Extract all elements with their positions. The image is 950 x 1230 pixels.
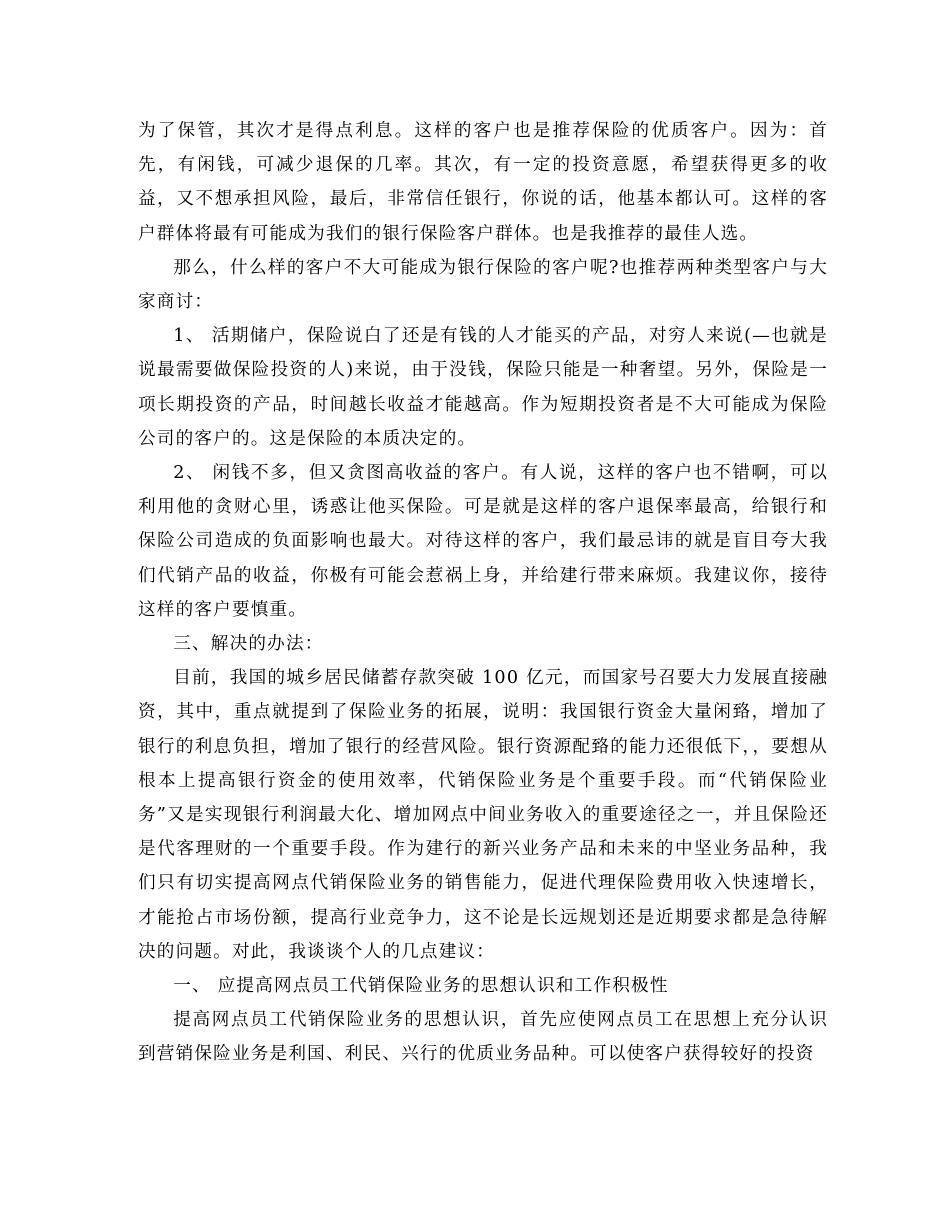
section-heading-solutions: 三、解决的办法： <box>173 634 324 655</box>
paragraph-item-2: 2、 闲钱不多，但又贪图高收益的客户。有人说，这样的客户也不错啊，可以利用他的贪财心里，诱惑让他买保险。可是就是这样的客户退保率最高，给银行和保险公司造成的负面影响也最大。对待这样的客户，我们最忌讳的就是盲目夸大我们代销产品的收益，你极有可能会惹祸上身，并给建行带来麻烦。我建议你，接待这样的客户要慎重。 <box>138 463 828 620</box>
paragraph-current-situation: 目前，我国的城乡居民储蓄存款突破 100 亿元，而国家号召要大力发展直接融资，其中，重点就提到了保险业务的拓展，说明：我国银行资金大量闲臵，增加了银行的利息负担，增加了银行的经营风险。银行资源配臵的能力还很低下，，要想从根本上提高银行资金的使用效率，代销保险业务是个重要手段。而“代销保险业务”又是实现银行利润最大化、增加网点中间业务收入的重要途径之一，并且保险还是代客理财的一个重要手段。作为建行的新兴业务产品和未来的中坚业务品种，我们只有切实提高网点代销保险业务的销售能力，促进代理保险费用收入快速增长，才能抢占市场份额，提高行业竞争力，这不论是长远规划还是近期要求都是急待解决的问题。对此，我谈谈个人的几点建议： <box>138 668 828 962</box>
subheading-point-1: 一、 应提高网点员工代销保险业务的思想认识和工作积极性 <box>173 976 669 997</box>
paragraph-point-1-body: 提高网点员工代销保险业务的思想认识，首先应使网点员工在思想上充分认识到营销保险业务是利国、利民、兴行的优质业务品种。可以使客户获得较好的投资 <box>138 1010 828 1065</box>
paragraph-item-1: 1、 活期储户，保险说白了还是有钱的人才能买的产品，对穷人来说(—也就是说最需要做保险投资的人)来说，由于没钱，保险只能是一种奢望。另外，保险是一项长期投资的产品，时间越长收益才能越高。作为短期投资者是不大可能成为保险公司的客户的。这是保险的本质决定的。 <box>138 326 828 449</box>
paragraph-question: 那么，什么样的客户不大可能成为银行保险的客户呢?也推荐两种类型客户与大家商讨： <box>138 257 828 313</box>
document-body <box>138 114 828 1072</box>
paragraph-continuation: 为了保管，其次才是得点利息。这样的客户也是推荐保险的优质客户。因为：首先，有闲钱，可减少退保的几率。其次，有一定的投资意愿，希望获得更多的收益，又不想承担风险，最后，非常信任银行，你说的话，他基本都认可。这样的客户群体将最有可能成为我们的银行保险客户群体。也是我推荐的最佳人选。 <box>138 121 828 244</box>
